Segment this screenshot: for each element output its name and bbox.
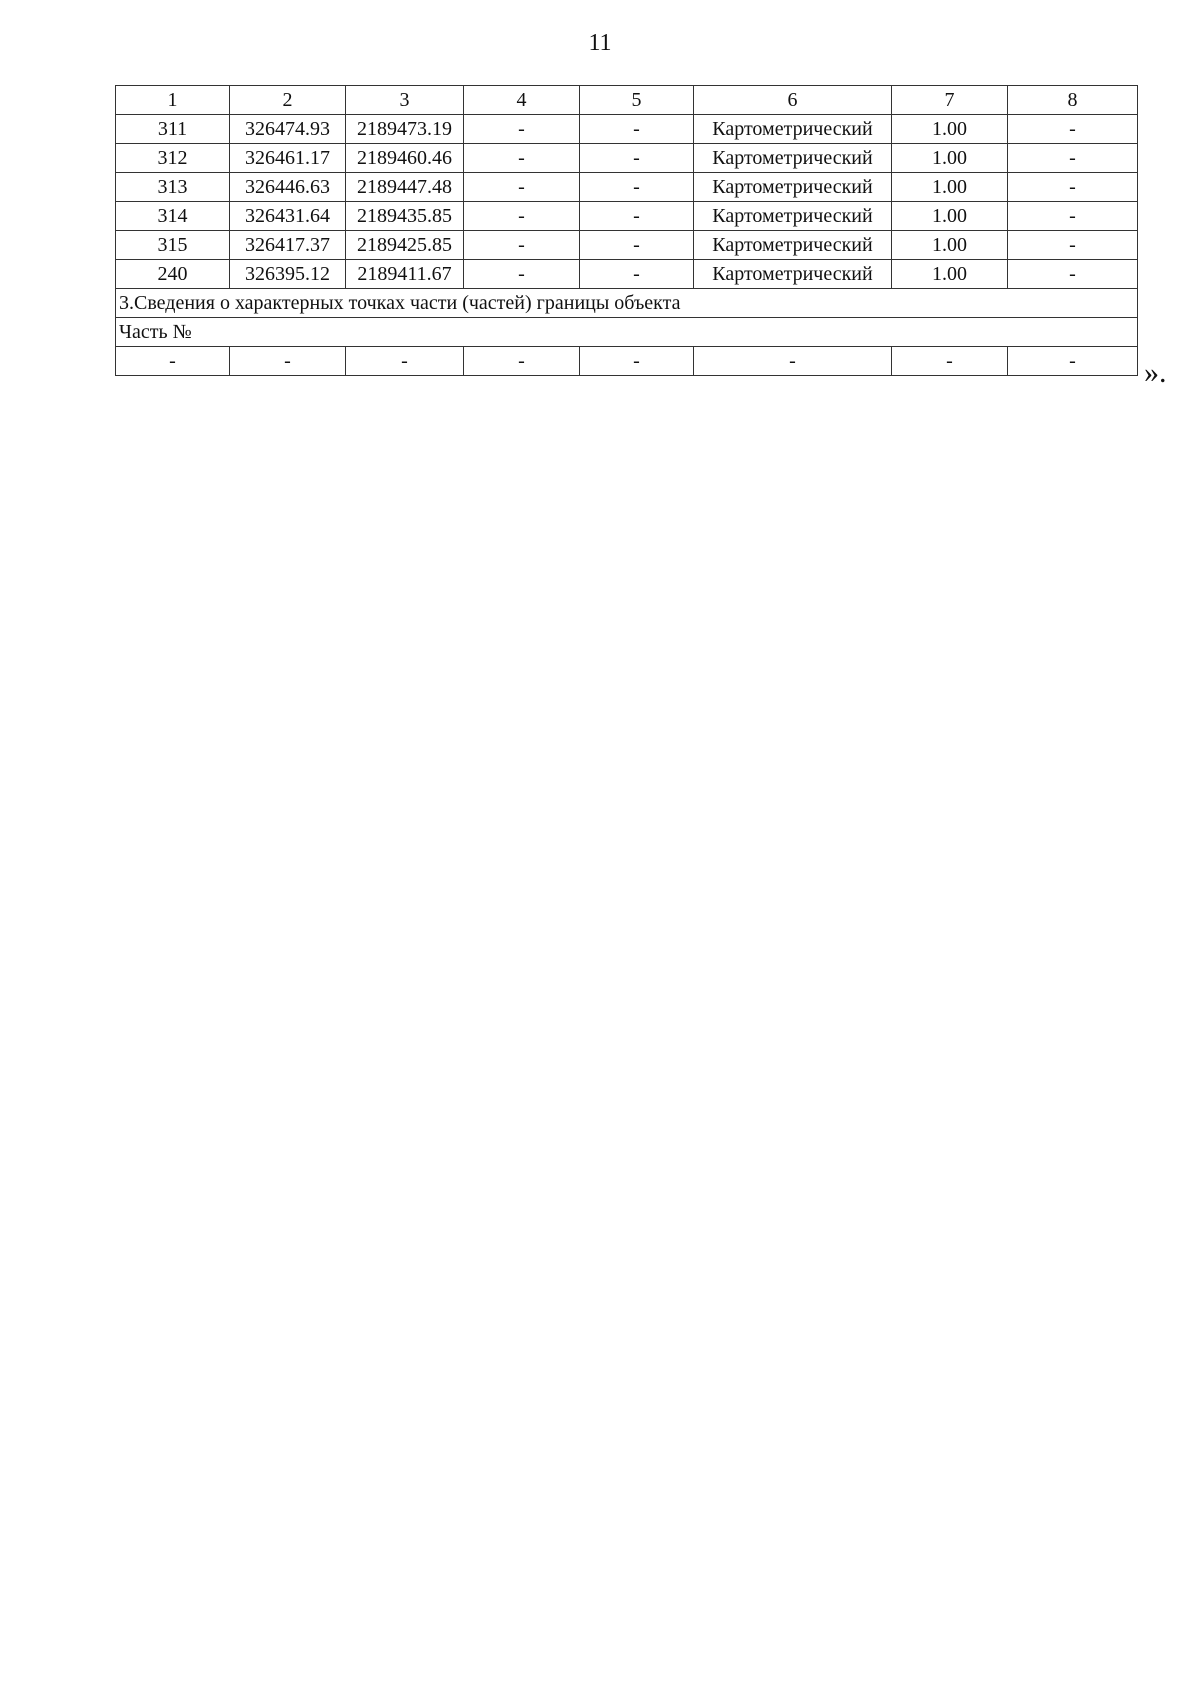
y-coordinate-cell: 2189435.85 (346, 202, 464, 231)
table-cell: - (464, 347, 580, 376)
accuracy-cell: 1.00 (892, 231, 1008, 260)
column-number-cell: 4 (464, 86, 580, 115)
method-cell: Картометрический (694, 231, 892, 260)
table-row (116, 173, 1138, 202)
table-cell: - (1008, 202, 1138, 231)
table-cell: - (580, 231, 694, 260)
point-number-cell: 311 (116, 115, 230, 144)
accuracy-cell: 1.00 (892, 144, 1008, 173)
empty-part-row (116, 347, 1138, 376)
table-cell: - (1008, 347, 1138, 376)
section-title: 3.Сведения о характерных точках части (частей) границы объекта (116, 289, 1138, 318)
table-cell: - (892, 347, 1008, 376)
table-row (116, 144, 1138, 173)
part-label-row (116, 318, 1138, 347)
coordinates-table-container (115, 85, 1137, 376)
method-cell: Картометрический (694, 202, 892, 231)
column-number-cell: 8 (1008, 86, 1138, 115)
column-number-cell: 6 (694, 86, 892, 115)
table-cell: - (464, 231, 580, 260)
method-cell: Картометрический (694, 173, 892, 202)
table-cell: - (694, 347, 892, 376)
coordinates-table (115, 85, 1138, 376)
table-cell: - (230, 347, 346, 376)
accuracy-cell: 1.00 (892, 173, 1008, 202)
column-number-cell: 5 (580, 86, 694, 115)
point-number-cell: 314 (116, 202, 230, 231)
accuracy-cell: 1.00 (892, 260, 1008, 289)
table-cell: - (580, 347, 694, 376)
x-coordinate-cell: 326395.12 (230, 260, 346, 289)
y-coordinate-cell: 2189447.48 (346, 173, 464, 202)
point-number-cell: 315 (116, 231, 230, 260)
table-cell: - (1008, 231, 1138, 260)
table-cell: - (580, 144, 694, 173)
table-cell: - (580, 115, 694, 144)
accuracy-cell: 1.00 (892, 115, 1008, 144)
x-coordinate-cell: 326461.17 (230, 144, 346, 173)
table-cell: - (1008, 173, 1138, 202)
table-cell: - (346, 347, 464, 376)
y-coordinate-cell: 2189425.85 (346, 231, 464, 260)
column-number-cell: 2 (230, 86, 346, 115)
column-number-cell: 7 (892, 86, 1008, 115)
x-coordinate-cell: 326417.37 (230, 231, 346, 260)
table-cell: - (464, 115, 580, 144)
column-number-cell: 1 (116, 86, 230, 115)
method-cell: Картометрический (694, 115, 892, 144)
point-number-cell: 312 (116, 144, 230, 173)
table-row (116, 260, 1138, 289)
table-cell: - (464, 260, 580, 289)
table-cell: - (1008, 260, 1138, 289)
table-row (116, 231, 1138, 260)
x-coordinate-cell: 326474.93 (230, 115, 346, 144)
table-header-row (116, 86, 1138, 115)
table-cell: - (464, 202, 580, 231)
method-cell: Картометрический (694, 144, 892, 173)
table-cell: - (464, 144, 580, 173)
y-coordinate-cell: 2189411.67 (346, 260, 464, 289)
point-number-cell: 313 (116, 173, 230, 202)
x-coordinate-cell: 326446.63 (230, 173, 346, 202)
y-coordinate-cell: 2189473.19 (346, 115, 464, 144)
table-cell: - (116, 347, 230, 376)
table-cell: - (580, 260, 694, 289)
table-row (116, 202, 1138, 231)
column-number-cell: 3 (346, 86, 464, 115)
table-cell: - (1008, 115, 1138, 144)
point-number-cell: 240 (116, 260, 230, 289)
closing-quote-mark: ». (1144, 356, 1167, 389)
x-coordinate-cell: 326431.64 (230, 202, 346, 231)
table-row (116, 115, 1138, 144)
page-number: 11 (588, 30, 612, 56)
section-title-row (116, 289, 1138, 318)
accuracy-cell: 1.00 (892, 202, 1008, 231)
part-label: Часть № (116, 318, 1138, 347)
table-cell: - (1008, 144, 1138, 173)
method-cell: Картометрический (694, 260, 892, 289)
table-cell: - (580, 173, 694, 202)
y-coordinate-cell: 2189460.46 (346, 144, 464, 173)
table-cell: - (464, 173, 580, 202)
table-cell: - (580, 202, 694, 231)
